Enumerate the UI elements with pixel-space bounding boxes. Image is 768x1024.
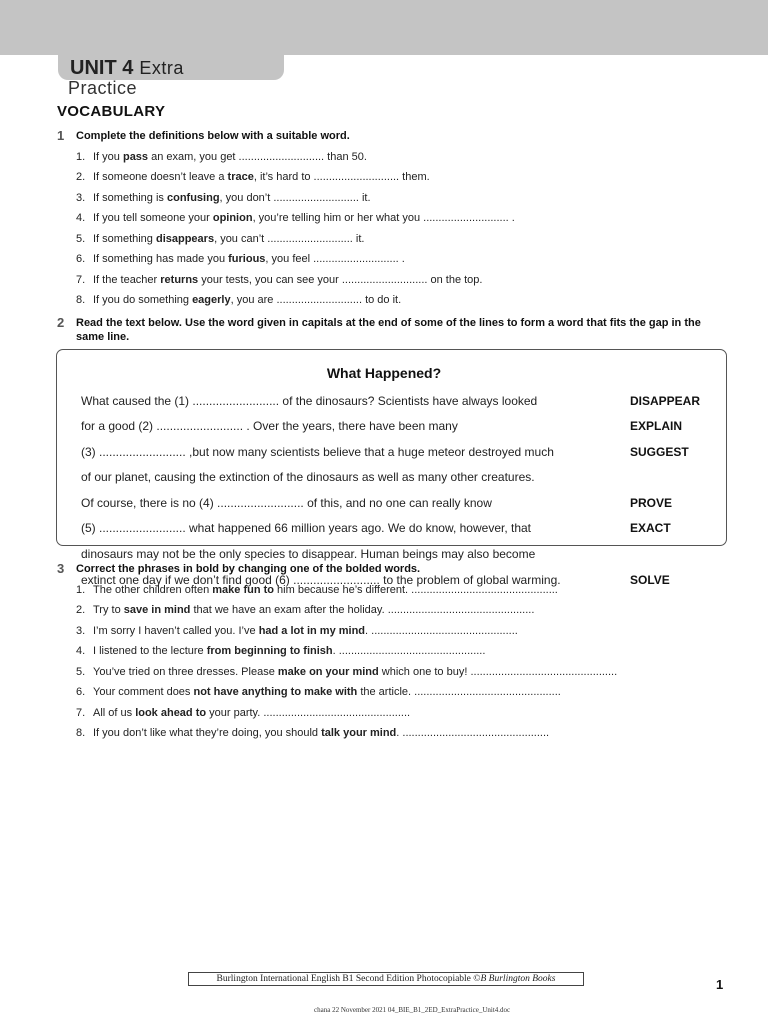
ex3-item: 6. Your comment does not have anything to make with the article. ................................................ <box>76 686 561 698</box>
capital-word: SOLVE <box>630 573 670 587</box>
text-title: What Happened? <box>326 365 442 381</box>
text-line: (3) .......................... ,but now many scientists believe that a huge meteor destroyed much <box>81 445 554 459</box>
text-line: of our planet, causing the extinction of the dinosaurs as well as many other creatures. <box>81 470 535 484</box>
text-line: Of course, there is no (4) .......................... of this, and no one can really know <box>81 496 492 510</box>
copyright-footer: Burlington International English B1 Second Edition Photocopiable ©B Burlington Books <box>188 972 584 986</box>
exercise-3-number: 3 <box>57 561 65 576</box>
header-band <box>0 0 768 55</box>
ex3-item: 8. If you don’t like what they’re doing, you should talk your mind. ................................................ <box>76 727 550 739</box>
ex1-item: 5. If something disappears, you can’t ............................ it. <box>76 233 365 245</box>
ex3-item: 2. Try to save in mind that we have an exam after the holiday. ................................................ <box>76 604 535 616</box>
ex1-item: 6. If something has made you furious, you feel ............................ . <box>76 253 405 265</box>
page-number: 1 <box>716 977 724 992</box>
ex3-item: 3. I’m sorry I haven’t called you. I’ve had a lot in my mind. ................................................ <box>76 625 518 637</box>
text-line: dinosaurs may not be the only species to disappear. Human beings may also become <box>81 547 536 561</box>
ex1-item: 2. If someone doesn’t leave a trace, it’s hard to ............................ them. <box>76 171 430 183</box>
ex3-item: 5. You’ve tried on three dresses. Please make on your mind which one to buy! ................................................ <box>76 666 618 678</box>
exercise-3-instruction: Correct the phrases in bold by changing one of the bolded words. <box>76 563 421 575</box>
ex3-item: 7. All of us look ahead to your party. ................................................ <box>76 707 411 719</box>
exercise-2-number: 2 <box>57 315 65 330</box>
unit-title <box>70 57 184 79</box>
text-line: (5) .......................... what happened 66 million years ago. We do know, however, that <box>81 521 532 535</box>
document-info: chana 22 November 2021 04_BIE_B1_2ED_ExtraPractice_Unit4.doc <box>314 1006 511 1014</box>
capital-word: DISAPPEAR <box>630 394 701 408</box>
ex1-item: 3. If something is confusing, you don’t ............................ it. <box>76 192 371 204</box>
unit-label: UNIT 4 <box>70 57 134 79</box>
extra-label: Extra <box>139 58 184 78</box>
ex3-item: 4. I listened to the lecture from beginning to finish. ................................................ <box>76 645 486 657</box>
text-line: extinct one day if we don’t find good (6) .......................... to the problem of global warming. <box>81 573 561 587</box>
text-line: What caused the (1) .......................... of the dinosaurs? Scientists have always looked <box>81 394 538 408</box>
exercise-2-instruction: Read the text below. Use the word given in capitals at the end of some of the lines to form a word that fits the gap in the same line. <box>76 317 701 343</box>
ex1-item: 4. If you tell someone your opinion, you’re telling him or her what you ............................ . <box>76 212 515 224</box>
section-heading: VOCABULARY <box>57 103 166 120</box>
ex3-item: 1. The other children often make fun to him because he’s different. ................................................ <box>76 584 558 596</box>
ex1-item: 1. If you pass an exam, you get ............................ than 50. <box>76 151 367 163</box>
capital-word: SUGGEST <box>630 445 689 459</box>
capital-word: PROVE <box>630 496 673 510</box>
practice-label: Practice <box>68 78 138 98</box>
ex1-item: 7. If the teacher returns your tests, you can see your ............................ on the top. <box>76 274 483 286</box>
text-line: for a good (2) .......................... . Over the years, there have been many <box>81 419 458 433</box>
capital-word: EXPLAIN <box>630 419 683 433</box>
capital-word: EXACT <box>630 521 671 535</box>
exercise-1-number: 1 <box>57 128 65 143</box>
ex1-item: 8. If you do something eagerly, you are ............................ to do it. <box>76 294 402 306</box>
exercise-1-instruction: Complete the definitions below with a suitable word. <box>76 130 350 142</box>
